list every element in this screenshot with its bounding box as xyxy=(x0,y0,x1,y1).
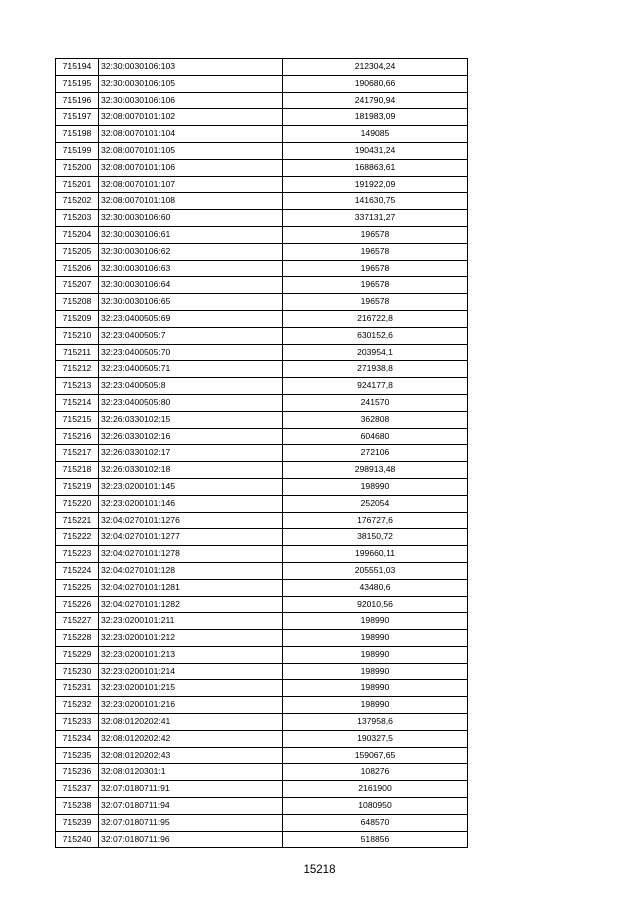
table-row xyxy=(56,814,468,831)
value-cell: 137958,6 xyxy=(283,714,468,731)
table-row xyxy=(56,714,468,731)
row-id-cell: 715204 xyxy=(56,226,99,243)
cadastral-number-cell: 32:23:0200101:212 xyxy=(99,630,283,647)
table-row xyxy=(56,495,468,512)
table-row xyxy=(56,546,468,563)
value-cell: 38150,72 xyxy=(283,529,468,546)
value-cell: 159067,65 xyxy=(283,747,468,764)
cadastral-number-cell: 32:07:0180711:96 xyxy=(99,831,283,848)
value-cell: 181983,09 xyxy=(283,109,468,126)
table-row xyxy=(56,697,468,714)
cadastral-number-cell: 32:23:0400505:80 xyxy=(99,394,283,411)
value-cell: 43480,6 xyxy=(283,579,468,596)
cadastral-number-cell: 32:04:0270101:128 xyxy=(99,562,283,579)
cadastral-number-cell: 32:26:0330102:17 xyxy=(99,445,283,462)
table-body xyxy=(56,59,468,848)
row-id-cell: 715228 xyxy=(56,630,99,647)
table-row xyxy=(56,747,468,764)
cadastral-number-cell: 32:30:0030106:62 xyxy=(99,243,283,260)
row-id-cell: 715227 xyxy=(56,613,99,630)
row-id-cell: 715224 xyxy=(56,562,99,579)
value-cell: 190431,24 xyxy=(283,142,468,159)
value-cell: 518856 xyxy=(283,831,468,848)
row-id-cell: 715195 xyxy=(56,75,99,92)
row-id-cell: 715206 xyxy=(56,260,99,277)
row-id-cell: 715197 xyxy=(56,109,99,126)
cadastral-number-cell: 32:23:0400505:70 xyxy=(99,344,283,361)
row-id-cell: 715226 xyxy=(56,596,99,613)
row-id-cell: 715232 xyxy=(56,697,99,714)
table-row xyxy=(56,226,468,243)
value-cell: 648570 xyxy=(283,814,468,831)
table-row xyxy=(56,579,468,596)
value-cell: 149085 xyxy=(283,126,468,143)
row-id-cell: 715205 xyxy=(56,243,99,260)
table-row xyxy=(56,75,468,92)
value-cell: 271938,8 xyxy=(283,361,468,378)
value-cell: 252054 xyxy=(283,495,468,512)
value-cell: 92010,56 xyxy=(283,596,468,613)
value-cell: 272106 xyxy=(283,445,468,462)
table-row xyxy=(56,159,468,176)
row-id-cell: 715236 xyxy=(56,764,99,781)
table-row xyxy=(56,142,468,159)
cadastral-number-cell: 32:26:0330102:16 xyxy=(99,428,283,445)
cadastral-number-cell: 32:23:0200101:214 xyxy=(99,663,283,680)
table-row xyxy=(56,59,468,76)
row-id-cell: 715239 xyxy=(56,814,99,831)
table-row xyxy=(56,764,468,781)
table-row xyxy=(56,92,468,109)
value-cell: 241790,94 xyxy=(283,92,468,109)
cadastral-number-cell: 32:08:0070101:107 xyxy=(99,176,283,193)
cadastral-number-cell: 32:08:0120202:42 xyxy=(99,730,283,747)
row-id-cell: 715217 xyxy=(56,445,99,462)
table-row xyxy=(56,831,468,848)
table-row xyxy=(56,630,468,647)
table-row xyxy=(56,663,468,680)
value-cell: 176727,6 xyxy=(283,512,468,529)
cadastral-number-cell: 32:23:0400505:71 xyxy=(99,361,283,378)
value-cell: 141630,75 xyxy=(283,193,468,210)
cadastral-number-cell: 32:30:0030106:65 xyxy=(99,294,283,311)
row-id-cell: 715215 xyxy=(56,411,99,428)
table-row xyxy=(56,277,468,294)
value-cell: 198990 xyxy=(283,613,468,630)
cadastral-number-cell: 32:23:0200101:213 xyxy=(99,646,283,663)
value-cell: 196578 xyxy=(283,260,468,277)
cadastral-number-cell: 32:23:0200101:146 xyxy=(99,495,283,512)
cadastral-number-cell: 32:08:0070101:102 xyxy=(99,109,283,126)
table-row xyxy=(56,378,468,395)
table-row xyxy=(56,176,468,193)
cadastral-number-cell: 32:04:0270101:1276 xyxy=(99,512,283,529)
value-cell: 190680,66 xyxy=(283,75,468,92)
row-id-cell: 715200 xyxy=(56,159,99,176)
table-row xyxy=(56,310,468,327)
cadastral-number-cell: 32:07:0180711:94 xyxy=(99,798,283,815)
value-cell: 198990 xyxy=(283,680,468,697)
value-cell: 2161900 xyxy=(283,781,468,798)
row-id-cell: 715202 xyxy=(56,193,99,210)
table-row xyxy=(56,411,468,428)
table-row xyxy=(56,680,468,697)
cadastral-number-cell: 32:08:0120202:43 xyxy=(99,747,283,764)
value-cell: 604680 xyxy=(283,428,468,445)
value-cell: 196578 xyxy=(283,277,468,294)
table-row xyxy=(56,445,468,462)
table-row xyxy=(56,428,468,445)
row-id-cell: 715208 xyxy=(56,294,99,311)
cadastral-number-cell: 32:23:0200101:211 xyxy=(99,613,283,630)
table-row xyxy=(56,327,468,344)
value-cell: 196578 xyxy=(283,243,468,260)
row-id-cell: 715216 xyxy=(56,428,99,445)
cadastral-number-cell: 32:30:0030106:64 xyxy=(99,277,283,294)
cadastral-number-cell: 32:23:0400505:69 xyxy=(99,310,283,327)
row-id-cell: 715207 xyxy=(56,277,99,294)
row-id-cell: 715237 xyxy=(56,781,99,798)
table-row xyxy=(56,730,468,747)
table-row xyxy=(56,344,468,361)
cadastral-number-cell: 32:04:0270101:1282 xyxy=(99,596,283,613)
page-number: 15218 xyxy=(303,864,336,876)
cadastral-number-cell: 32:30:0030106:106 xyxy=(99,92,283,109)
cadastral-number-cell: 32:30:0030106:61 xyxy=(99,226,283,243)
value-cell: 198990 xyxy=(283,646,468,663)
table-row xyxy=(56,126,468,143)
table-row xyxy=(56,193,468,210)
table-row xyxy=(56,562,468,579)
value-cell: 198990 xyxy=(283,630,468,647)
value-cell: 196578 xyxy=(283,294,468,311)
cadastral-number-cell: 32:08:0070101:104 xyxy=(99,126,283,143)
value-cell: 198990 xyxy=(283,697,468,714)
row-id-cell: 715209 xyxy=(56,310,99,327)
row-id-cell: 715196 xyxy=(56,92,99,109)
row-id-cell: 715225 xyxy=(56,579,99,596)
row-id-cell: 715229 xyxy=(56,646,99,663)
value-cell: 198990 xyxy=(283,478,468,495)
row-id-cell: 715203 xyxy=(56,210,99,227)
row-id-cell: 715221 xyxy=(56,512,99,529)
cadastral-number-cell: 32:08:0070101:105 xyxy=(99,142,283,159)
row-id-cell: 715213 xyxy=(56,378,99,395)
table-row xyxy=(56,394,468,411)
table-row xyxy=(56,781,468,798)
cadastral-number-cell: 32:07:0180711:91 xyxy=(99,781,283,798)
cadastral-number-cell: 32:23:0200101:145 xyxy=(99,478,283,495)
value-cell: 205551,03 xyxy=(283,562,468,579)
row-id-cell: 715211 xyxy=(56,344,99,361)
table-row xyxy=(56,798,468,815)
value-cell: 298913,48 xyxy=(283,462,468,479)
row-id-cell: 715234 xyxy=(56,730,99,747)
table-row xyxy=(56,646,468,663)
cadastral-number-cell: 32:23:0200101:215 xyxy=(99,680,283,697)
value-cell: 337131,27 xyxy=(283,210,468,227)
table-row xyxy=(56,512,468,529)
table-row xyxy=(56,109,468,126)
cadastral-number-cell: 32:26:0330102:15 xyxy=(99,411,283,428)
row-id-cell: 715201 xyxy=(56,176,99,193)
value-cell: 191922,09 xyxy=(283,176,468,193)
row-id-cell: 715218 xyxy=(56,462,99,479)
table-row xyxy=(56,361,468,378)
cadastral-number-cell: 32:04:0270101:1281 xyxy=(99,579,283,596)
cadastral-number-cell: 32:23:0200101:216 xyxy=(99,697,283,714)
value-cell: 199660,11 xyxy=(283,546,468,563)
value-cell: 216722,8 xyxy=(283,310,468,327)
table-row xyxy=(56,478,468,495)
cadastral-number-cell: 32:23:0400505:7 xyxy=(99,327,283,344)
value-cell: 203954,1 xyxy=(283,344,468,361)
cadastral-number-cell: 32:08:0070101:108 xyxy=(99,193,283,210)
value-cell: 630152,6 xyxy=(283,327,468,344)
cadastral-number-cell: 32:04:0270101:1278 xyxy=(99,546,283,563)
cadastral-number-cell: 32:08:0070101:106 xyxy=(99,159,283,176)
value-cell: 362808 xyxy=(283,411,468,428)
cadastral-number-cell: 32:30:0030106:63 xyxy=(99,260,283,277)
value-cell: 924177,8 xyxy=(283,378,468,395)
row-id-cell: 715199 xyxy=(56,142,99,159)
value-cell: 1080950 xyxy=(283,798,468,815)
row-id-cell: 715210 xyxy=(56,327,99,344)
value-cell: 168863,61 xyxy=(283,159,468,176)
table-row xyxy=(56,529,468,546)
cadastral-number-cell: 32:08:0120202:41 xyxy=(99,714,283,731)
cadastral-number-cell: 32:23:0400505:8 xyxy=(99,378,283,395)
row-id-cell: 715231 xyxy=(56,680,99,697)
row-id-cell: 715194 xyxy=(56,59,99,76)
value-cell: 196578 xyxy=(283,226,468,243)
row-id-cell: 715235 xyxy=(56,747,99,764)
row-id-cell: 715222 xyxy=(56,529,99,546)
table-row xyxy=(56,613,468,630)
table-row xyxy=(56,596,468,613)
cadastral-number-cell: 32:30:0030106:103 xyxy=(99,59,283,76)
row-id-cell: 715233 xyxy=(56,714,99,731)
row-id-cell: 715238 xyxy=(56,798,99,815)
cadastral-number-cell: 32:04:0270101:1277 xyxy=(99,529,283,546)
data-table xyxy=(55,58,468,848)
value-cell: 190327,5 xyxy=(283,730,468,747)
value-cell: 212304,24 xyxy=(283,59,468,76)
cadastral-number-cell: 32:26:0330102:18 xyxy=(99,462,283,479)
row-id-cell: 715198 xyxy=(56,126,99,143)
table-row xyxy=(56,294,468,311)
table-row xyxy=(56,210,468,227)
row-id-cell: 715230 xyxy=(56,663,99,680)
cadastral-number-cell: 32:30:0030106:60 xyxy=(99,210,283,227)
cadastral-number-cell: 32:30:0030106:105 xyxy=(99,75,283,92)
row-id-cell: 715240 xyxy=(56,831,99,848)
row-id-cell: 715212 xyxy=(56,361,99,378)
cadastral-number-cell: 32:07:0180711:95 xyxy=(99,814,283,831)
cadastral-number-cell: 32:08:0120301:1 xyxy=(99,764,283,781)
row-id-cell: 715223 xyxy=(56,546,99,563)
value-cell: 241570 xyxy=(283,394,468,411)
table-row xyxy=(56,462,468,479)
row-id-cell: 715220 xyxy=(56,495,99,512)
row-id-cell: 715214 xyxy=(56,394,99,411)
table-row xyxy=(56,243,468,260)
table-row xyxy=(56,260,468,277)
row-id-cell: 715219 xyxy=(56,478,99,495)
value-cell: 198990 xyxy=(283,663,468,680)
value-cell: 108276 xyxy=(283,764,468,781)
